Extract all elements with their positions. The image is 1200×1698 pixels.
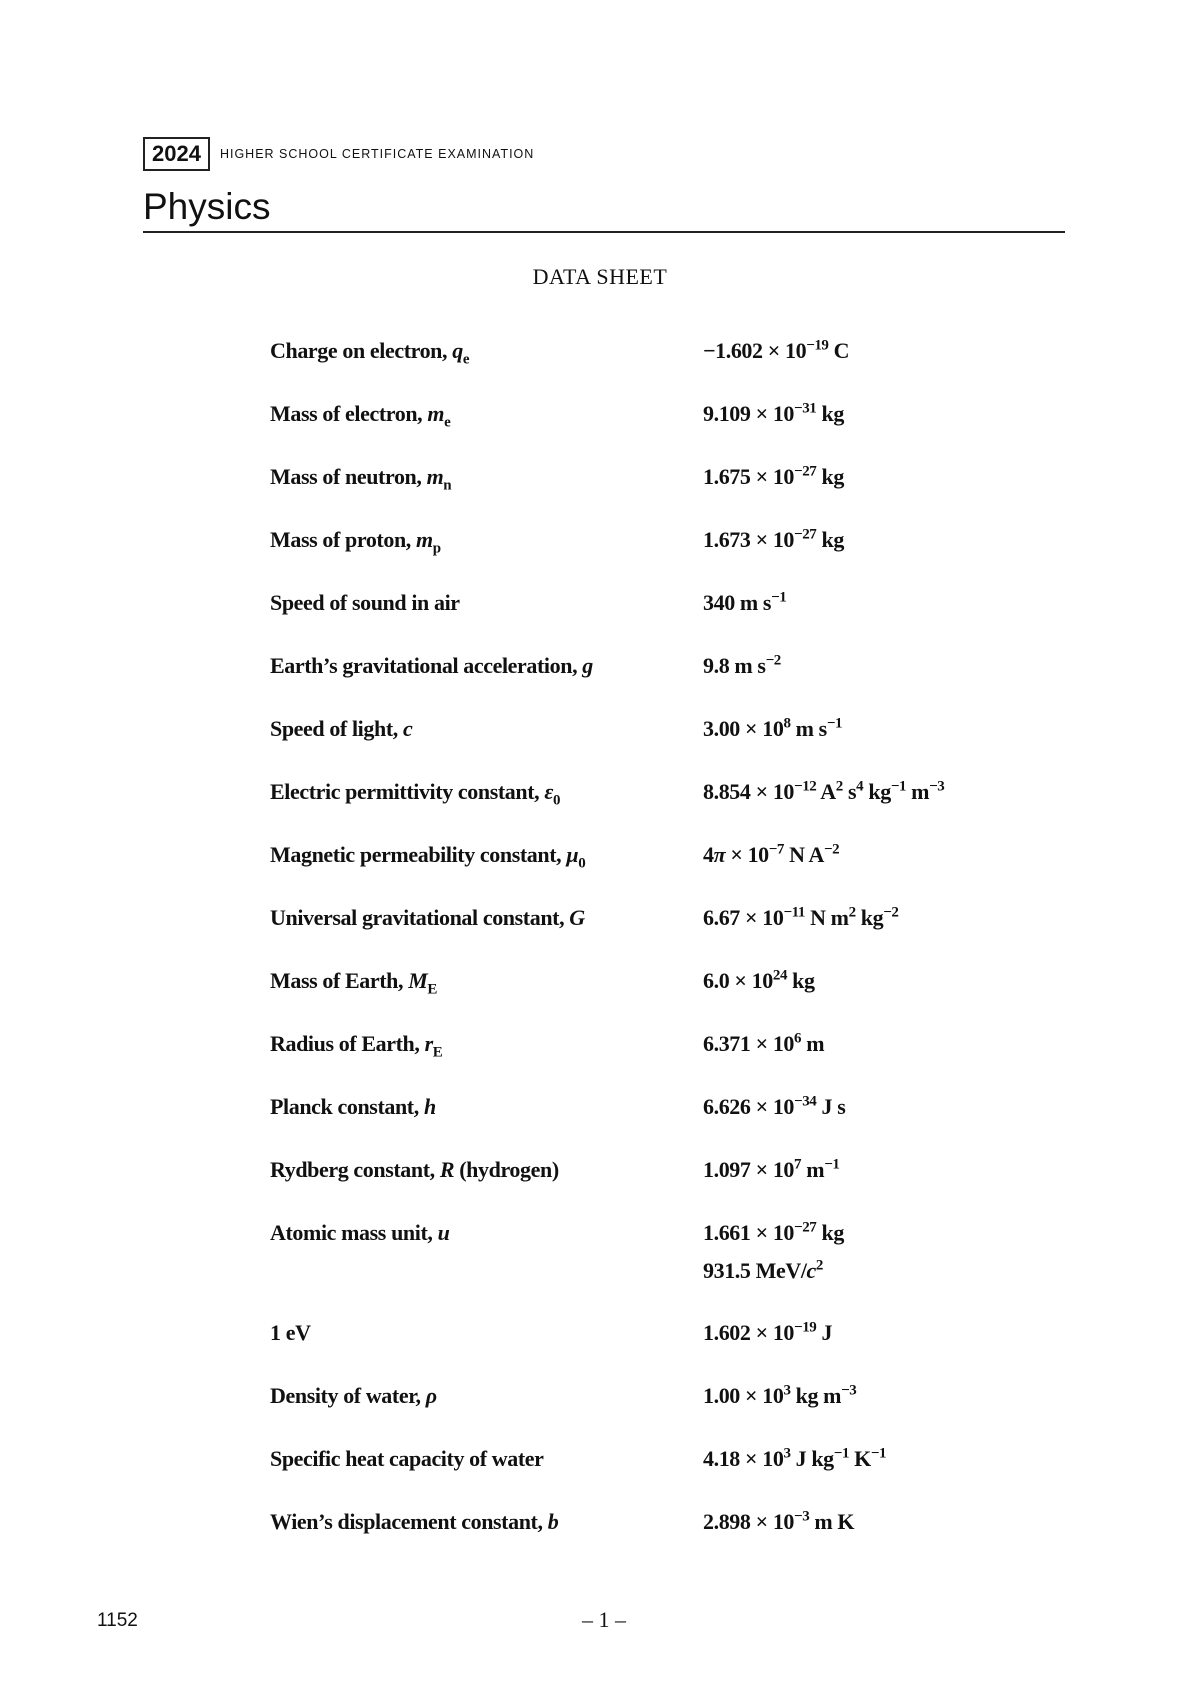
constant-unit: m bbox=[906, 779, 930, 804]
constant-row bbox=[270, 1153, 1030, 1216]
constant-symbol-subscript: 0 bbox=[578, 855, 586, 872]
constant-symbol: ρ bbox=[425, 1383, 437, 1408]
constant-unit: N A bbox=[784, 842, 824, 867]
constant-value-number: 4.18 × 10 bbox=[703, 1446, 784, 1471]
constant-row bbox=[270, 1216, 1030, 1316]
constant-unit: kg bbox=[863, 779, 891, 804]
constant-name bbox=[270, 523, 703, 557]
constant-value-line bbox=[703, 712, 1030, 750]
constant-value-exponent: 3 bbox=[783, 1445, 791, 1462]
constant-value-line bbox=[703, 1027, 1030, 1065]
constant-value-exponent: −34 bbox=[794, 1093, 817, 1110]
constant-value-exponent: 7 bbox=[794, 1156, 802, 1173]
constant-value-line bbox=[703, 586, 1030, 624]
constant-value-alt-symbol: c bbox=[806, 1258, 816, 1283]
constant-name-text: Atomic mass unit, bbox=[270, 1220, 438, 1245]
constant-value-line bbox=[703, 1316, 1030, 1354]
constant-value bbox=[703, 649, 1030, 687]
constant-value-line bbox=[703, 775, 1030, 813]
constant-name-suffix: (hydrogen) bbox=[454, 1157, 559, 1182]
constant-unit: J s bbox=[816, 1094, 846, 1119]
constant-row bbox=[270, 1090, 1030, 1153]
constant-symbol: ε bbox=[544, 779, 553, 804]
constant-name-text: Earth’s gravitational acceleration, bbox=[270, 653, 583, 678]
constant-unit: m K bbox=[809, 1509, 855, 1534]
constant-value-number: 8.854 × 10 bbox=[703, 779, 795, 804]
paper-code: 1152 bbox=[97, 1610, 138, 1631]
constant-name bbox=[270, 1027, 703, 1061]
constant-row bbox=[270, 460, 1030, 523]
constant-value-line bbox=[703, 334, 1030, 372]
constant-name-text: Rydberg constant, bbox=[270, 1157, 440, 1182]
constant-value-exponent: −27 bbox=[794, 526, 817, 543]
constant-value bbox=[703, 460, 1030, 498]
constant-unit: A bbox=[816, 779, 836, 804]
constant-row bbox=[270, 838, 1030, 901]
constant-name bbox=[270, 775, 703, 809]
constant-unit: s bbox=[842, 779, 857, 804]
constant-value-number: 1.097 × 10 bbox=[703, 1157, 795, 1182]
constant-unit: kg bbox=[787, 968, 815, 993]
constant-symbol: R bbox=[439, 1157, 455, 1182]
constant-name bbox=[270, 1153, 703, 1187]
constant-value-exponent: 24 bbox=[772, 967, 788, 984]
constant-symbol-subscript: E bbox=[427, 981, 437, 998]
constant-value bbox=[703, 1316, 1030, 1354]
constant-value bbox=[703, 1442, 1030, 1480]
constant-value-exponent: 3 bbox=[783, 1382, 791, 1399]
exam-header bbox=[143, 137, 534, 171]
constant-name-text: Electric permittivity constant, bbox=[270, 779, 545, 804]
constant-value-number: 2.898 × 10 bbox=[703, 1509, 795, 1534]
constant-unit: m s bbox=[790, 716, 827, 741]
constant-name bbox=[270, 1316, 703, 1350]
page-number: – 1 – bbox=[582, 1607, 626, 1632]
constant-row bbox=[270, 901, 1030, 964]
constant-name bbox=[270, 1216, 703, 1250]
constant-row bbox=[270, 1442, 1030, 1505]
constant-value-exponent: −7 bbox=[768, 841, 785, 858]
constant-unit-exponent: −3 bbox=[929, 778, 945, 795]
constant-value-number: 6.626 × 10 bbox=[703, 1094, 795, 1119]
constant-row bbox=[270, 1379, 1030, 1442]
constant-name bbox=[270, 838, 703, 872]
constant-unit-exponent: 4 bbox=[856, 778, 864, 795]
constant-name bbox=[270, 964, 703, 998]
constant-value-exponent: 8 bbox=[783, 715, 791, 732]
constant-value bbox=[703, 964, 1030, 1002]
constant-symbol: b bbox=[547, 1509, 559, 1534]
constant-symbol-subscript: n bbox=[443, 477, 452, 494]
constant-value-symbol: π bbox=[713, 842, 726, 867]
constant-unit-exponent: 2 bbox=[848, 904, 856, 921]
constant-name-text: Radius of Earth, bbox=[270, 1031, 425, 1056]
constant-value-number-rest: × 10 bbox=[725, 842, 769, 867]
constant-name bbox=[270, 1442, 703, 1476]
constant-name bbox=[270, 460, 703, 494]
constant-value-line bbox=[703, 1505, 1030, 1543]
constant-name-text: Mass of neutron, bbox=[270, 464, 427, 489]
constant-value-number: 4 bbox=[703, 842, 714, 867]
constant-value-number: 1.675 × 10 bbox=[703, 464, 795, 489]
constant-symbol: μ bbox=[566, 842, 579, 867]
constant-symbol: m bbox=[415, 527, 433, 552]
constant-row bbox=[270, 1505, 1030, 1568]
constant-row bbox=[270, 712, 1030, 775]
constant-value-line bbox=[703, 649, 1030, 687]
constant-unit: J bbox=[816, 1320, 833, 1345]
constant-unit-exponent: −1 bbox=[870, 1445, 887, 1462]
constant-row bbox=[270, 649, 1030, 712]
constant-value-exponent: −2 bbox=[765, 652, 781, 669]
constant-unit-exponent: −1 bbox=[890, 778, 907, 795]
constant-name bbox=[270, 1505, 703, 1539]
constant-unit-exponent: −2 bbox=[824, 841, 840, 858]
constant-unit-exponent: 2 bbox=[835, 778, 843, 795]
constant-name-text: Mass of proton, bbox=[270, 527, 416, 552]
constant-unit: kg m bbox=[790, 1383, 842, 1408]
constant-name-text: Mass of Earth, bbox=[270, 968, 409, 993]
constant-name-text: 1 eV bbox=[270, 1320, 311, 1345]
constant-name bbox=[270, 649, 703, 683]
constant-symbol: u bbox=[437, 1220, 450, 1245]
constant-value-exponent: −19 bbox=[806, 337, 829, 354]
constant-name bbox=[270, 586, 703, 620]
constant-row bbox=[270, 964, 1030, 1027]
constant-value-exponent: 6 bbox=[794, 1030, 802, 1047]
constant-value-number: 1.673 × 10 bbox=[703, 527, 795, 552]
constant-unit-exponent: −2 bbox=[883, 904, 899, 921]
constant-value-number: 3.00 × 10 bbox=[703, 716, 784, 741]
constant-value bbox=[703, 838, 1030, 876]
constant-value-number: 6.371 × 10 bbox=[703, 1031, 795, 1056]
constant-value-line bbox=[703, 1442, 1030, 1480]
constant-value-number: 9.8 m s bbox=[703, 653, 766, 678]
constant-value-exponent: −27 bbox=[794, 463, 817, 480]
constant-symbol-subscript: E bbox=[432, 1044, 443, 1061]
constant-value-line bbox=[703, 523, 1030, 561]
constant-name bbox=[270, 712, 703, 746]
sheet-title: DATA SHEET bbox=[532, 264, 668, 289]
constant-unit-exponent: −3 bbox=[841, 1382, 857, 1399]
constant-value bbox=[703, 1153, 1030, 1191]
constant-unit: m bbox=[801, 1031, 825, 1056]
constant-value-exponent: −31 bbox=[794, 400, 817, 417]
constant-unit: kg bbox=[816, 527, 844, 552]
constant-value-alt-exponent: 2 bbox=[815, 1257, 824, 1274]
constant-value bbox=[703, 901, 1030, 939]
constant-value bbox=[703, 1027, 1030, 1065]
constant-symbol: r bbox=[424, 1031, 433, 1056]
header-divider bbox=[143, 231, 1065, 233]
constant-symbol: m bbox=[426, 464, 444, 489]
constant-value-line bbox=[703, 901, 1030, 939]
constant-value-number: 6.67 × 10 bbox=[703, 905, 784, 930]
constant-value-exponent: −1 bbox=[771, 589, 787, 606]
constant-row bbox=[270, 523, 1030, 586]
constant-value bbox=[703, 586, 1030, 624]
constant-value-number: −1.602 × 10 bbox=[703, 338, 807, 363]
constant-name-text: Specific heat capacity of water bbox=[270, 1446, 544, 1471]
constant-name bbox=[270, 901, 703, 935]
constant-value-number: 1.00 × 10 bbox=[703, 1383, 784, 1408]
constant-unit: kg bbox=[816, 1220, 844, 1245]
constant-unit-exponent: −1 bbox=[833, 1445, 850, 1462]
constant-unit: m bbox=[801, 1157, 825, 1182]
constant-symbol-subscript: e bbox=[444, 414, 451, 431]
constant-unit: K bbox=[849, 1446, 871, 1471]
constant-name-text: Density of water, bbox=[270, 1383, 426, 1408]
constant-name bbox=[270, 397, 703, 431]
constant-value-exponent: −11 bbox=[783, 904, 805, 921]
constant-value bbox=[703, 1090, 1030, 1128]
constant-symbol: g bbox=[582, 653, 593, 678]
constant-unit: kg bbox=[855, 905, 884, 930]
exam-year: 2024 bbox=[143, 137, 210, 171]
constant-value-line bbox=[703, 838, 1030, 876]
constant-value bbox=[703, 1216, 1030, 1292]
constant-name bbox=[270, 334, 703, 368]
constant-name bbox=[270, 1379, 703, 1413]
constant-value bbox=[703, 334, 1030, 372]
constant-name-text: Charge on electron, bbox=[270, 338, 453, 363]
constant-row bbox=[270, 397, 1030, 460]
constant-value-line bbox=[703, 1216, 1030, 1254]
constant-value-number: 1.661 × 10 bbox=[703, 1220, 795, 1245]
constant-name bbox=[270, 1090, 703, 1124]
subject-title: Physics bbox=[143, 186, 271, 227]
constant-unit: kg bbox=[816, 464, 844, 489]
constant-symbol: q bbox=[452, 338, 463, 363]
constant-unit: J kg bbox=[790, 1446, 834, 1471]
constant-value-alt: 931.5 MeV/ bbox=[703, 1258, 807, 1283]
constant-symbol-subscript: p bbox=[432, 540, 441, 557]
constant-row bbox=[270, 1027, 1030, 1090]
constant-value-number: 6.0 × 10 bbox=[703, 968, 773, 993]
constant-unit: kg bbox=[816, 401, 844, 426]
constant-unit-exponent: −1 bbox=[824, 1156, 840, 1173]
constant-symbol-subscript: 0 bbox=[552, 792, 561, 809]
constant-value-line bbox=[703, 964, 1030, 1002]
constant-value-exponent: −3 bbox=[794, 1508, 810, 1525]
constant-value bbox=[703, 1505, 1030, 1543]
exam-title: HIGHER SCHOOL CERTIFICATE EXAMINATION bbox=[219, 147, 535, 161]
constant-value-number: 340 m s bbox=[703, 590, 772, 615]
constant-unit: C bbox=[828, 338, 850, 363]
constants-table bbox=[270, 334, 1030, 1568]
constant-value-exponent: −19 bbox=[794, 1319, 817, 1336]
constant-value bbox=[703, 397, 1030, 435]
constant-value bbox=[703, 523, 1030, 561]
constant-row bbox=[270, 1316, 1030, 1379]
constant-symbol: h bbox=[423, 1094, 436, 1119]
constant-value-line bbox=[703, 1379, 1030, 1417]
constant-name-text: Universal gravitational constant, bbox=[270, 905, 570, 930]
constant-symbol-subscript: e bbox=[462, 351, 470, 368]
constant-value bbox=[703, 1379, 1030, 1417]
constant-row bbox=[270, 775, 1030, 838]
constant-symbol: G bbox=[569, 905, 585, 930]
constant-name-text: Speed of sound in air bbox=[270, 590, 460, 615]
constant-value-line bbox=[703, 460, 1030, 498]
constant-symbol: m bbox=[427, 401, 445, 426]
constant-name-text: Magnetic permeability constant, bbox=[270, 842, 567, 867]
constant-value-line bbox=[703, 397, 1030, 435]
constant-value-exponent: −12 bbox=[794, 778, 817, 795]
constant-value bbox=[703, 775, 1030, 813]
constant-value-number: 1.602 × 10 bbox=[703, 1320, 795, 1345]
constant-name-text: Speed of light, bbox=[270, 716, 403, 741]
constant-row bbox=[270, 334, 1030, 397]
constant-value bbox=[703, 712, 1030, 750]
constant-name-text: Wien’s displacement constant, bbox=[270, 1509, 548, 1534]
constant-unit-exponent: −1 bbox=[826, 715, 843, 732]
constant-value-exponent: −27 bbox=[794, 1219, 817, 1236]
constant-symbol: M bbox=[408, 968, 428, 993]
constant-name-text: Planck constant, bbox=[270, 1094, 424, 1119]
constant-unit: N m bbox=[804, 905, 849, 930]
constant-value-alt-line bbox=[703, 1254, 1030, 1292]
constant-row bbox=[270, 586, 1030, 649]
constant-symbol: c bbox=[402, 716, 413, 741]
constant-value-number: 9.109 × 10 bbox=[703, 401, 795, 426]
constant-value-line bbox=[703, 1153, 1030, 1191]
constant-name-text: Mass of electron, bbox=[270, 401, 428, 426]
constant-value-line bbox=[703, 1090, 1030, 1128]
